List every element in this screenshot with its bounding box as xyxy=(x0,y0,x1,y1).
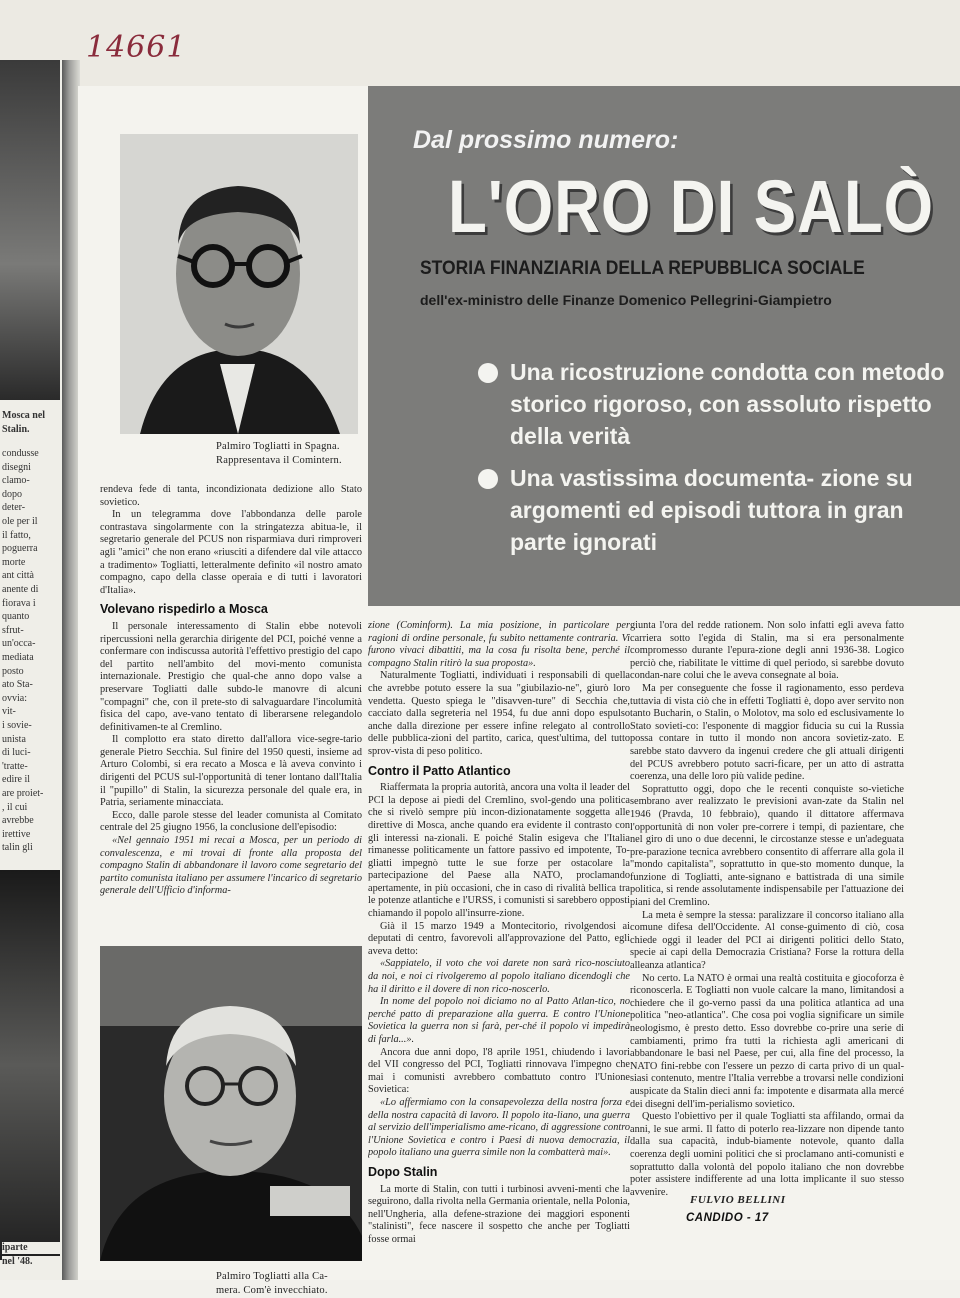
left-page-text-line: irettive xyxy=(2,828,31,840)
article-paragraph: Già il 15 marzo 1949 a Montecitorio, rivolgendosi ai deputati di centro, favorevoli all'approvazione del Patto, egli aveva detto: xyxy=(368,920,630,957)
author-signature: FULVIO BELLINI xyxy=(690,1194,786,1206)
left-page-caption-line: iparte xyxy=(2,1242,60,1254)
left-page-text-line: ant città xyxy=(2,570,34,582)
left-page-text-line: deter- xyxy=(2,502,26,514)
caption-line: Palmiro Togliatti alla Ca- xyxy=(216,1271,328,1282)
next-issue-promo xyxy=(368,86,960,606)
left-page-text-line: ovvia: xyxy=(2,692,27,704)
left-page-text-line: i sovie- xyxy=(2,720,32,731)
promo-headline: L'ORO DI SALÒ xyxy=(448,165,934,248)
left-page-text-line: condusse xyxy=(2,448,39,459)
magazine-page xyxy=(78,86,960,1296)
left-page-text-line: fiorava i xyxy=(2,597,36,609)
left-page-text-line: edire il xyxy=(2,774,31,786)
left-page-caption-line: Stalin. xyxy=(2,424,30,435)
caption-line: Palmiro Togliatti in Spagna. xyxy=(216,441,340,452)
article-paragraph: Questo l'obiettivo per il quale Togliatti sta affilando, ormai da anni, le sue armi. Il fatto di poterlo rea-lizzare non dipende tanto dalla sua capacità, indub-biamente notevole, quanto dalla coerenza degli uomini politici che si proclamano anti-comunisti e soprattutto dalla volontà del popolo italiano che non dovrebbe poter assistere indifferente ad una lotta implicante il suo stesso avvenire. xyxy=(630,1111,904,1198)
left-page-text-line: unista xyxy=(2,733,26,745)
togliatti-spain-photo xyxy=(120,134,358,434)
photo-caption-camera xyxy=(216,1270,376,1298)
article-paragraph: Il complotto era stato diretto dall'allora vice-segre-tario generale Pietro Secchia. Sul finire del 1950 questi, insieme ad Arturo Colombi, si era recato a Mosca e là aveva convinto i dirigenti del PCUS sul-l'opportunità di tener lontano dall'Italia il "pupillo" di Stalin, la sicurezza personale del quale era, in Patria, seriamente minacciata. xyxy=(100,734,362,809)
article-paragraph: No certo. La NATO è ormai una realtà costituita e giocoforza è riconoscerla. E Togliatti non vuole calcare la mano, limitandosi a chiedere che il go-verno passi da una politica atlantica ad una politica "neo-atlantica". Che cosa poi voglia significare un simile neologismo, è presto detto. Esso dovrebbe co-prire una serie di cambiamenti, primo fra tutti la richiesta agli americani di abbandonare le basi nel Paese, per cui, alla fine del processo, la NATO fini-rebbe con l'essere un pezzo di carta privo di un qual-siasi contenuto, mentre l'Italia verrebbe a trovarsi nelle condizioni auspicate da Stalin dieci anni fa: impotente e disarmata alla mercé dei disegni dell'im-perialismo sovietico. xyxy=(630,972,904,1110)
section-heading: Contro il Patto Atlantico xyxy=(368,763,511,778)
left-page-photo-top xyxy=(0,60,60,400)
togliatti-camera-photo xyxy=(100,946,362,1261)
article-paragraph: Ma per conseguente che fosse il ragionamento, esso perdeva tuttavia di vista ciò che in effetti Togliatti è, dopo aver servito non tanto Bucharin, o Stalin, o Molotov, ma solo ed esclusivamente lo Stato sovieti-co: l'esponente di maggior fiducia su cui la Russia possa contare in tutto il mondo non ancora sovietiz-zato. E sarebbe stato davvero da ingenui credere che gli attuali dirigenti del PCUS avrebbero potuto sacri-ficare, per un atto di astratta coerenza, una delle loro più valide pedine. xyxy=(630,682,904,783)
page-folio: CANDIDO - 17 xyxy=(686,1212,769,1224)
article-paragraph: Riaffermata la propria autorità, ancora una volta il leader del PCI la depose ai piedi del Cremlino, svol-gendo una politica che si rivelò sempre più incon-dizionatamente soggetta alle direttive di Mosca, anche quando era evidente il contrasto con gli interessi na-zionali. E poiché Stalin esigeva che l'Italia rimanesse politicamente un fattore passivo ed impotente, To-gliatti impegnò tutte le sue forze per ostacolare la partecipazione del Paese alla NATO, proclamando apertamente, in più occasioni, che in caso di rivalità bellica tra le potenze atlantiche e l'URSS, i comunisti si sarebbero opposti chiamando il popolo all'insurre-zione. xyxy=(368,782,630,920)
article-quote: «Lo affermiamo con la consapevolezza della nostra forza e della nostra capacità di lavoro. Il popolo ita-liano, una guerra al servizio dell'imperialismo ame-ricano, di aggressione contro l'Unione Sovietica e contro i Paesi di nuova democrazia, il popolo italiano una guerra simile non la combatterà mai». xyxy=(368,1096,630,1159)
article-paragraph: In un telegramma dove l'abbondanza delle parole contrastava singolarmente con la stringatezza abitua-le, il segretario generale del PCUS non risparmiava duri rimproveri agli "amici" che non erano «riusciti a difendere dal vile attacco a tradimento» Togliatti, letteralmente definito «il nostro amato compagno, capo della classe operaia e di tutti i lavoratori d'Italia». xyxy=(100,509,362,596)
photo-caption-spain xyxy=(216,440,366,468)
left-page-text-line: dopo xyxy=(2,488,22,500)
left-page-photo-bottom xyxy=(0,870,60,1260)
promo-bullet xyxy=(510,462,950,558)
promo-kicker: Dal prossimo numero: xyxy=(413,126,679,154)
article-paragraph: Naturalmente Togliatti, individuati i responsabili di quella che avrebbe potuto essere la sua "giubilazio-ne", giurò loro vendetta. Questo spiega le "disavven-ture" di Secchia che, cacciato dalla segreteria nel 1954, fu due anni dopo espulso anche dalla direzione per essere infine relegato al controllo delle pubblica-zioni del partito, carica, quest'ultima, del tutto sprov-vista di peso politico. xyxy=(368,670,630,757)
bullet-dot-icon xyxy=(478,363,498,383)
left-page-caption-line: nel '48. xyxy=(2,1256,60,1268)
left-page-text-line: vit- xyxy=(2,706,16,718)
article-paragraph: La morte di Stalin, con tutti i turbinosi avveni-menti che la seguirono, dalla rivolta nella Germania orientale, nella Polonia, nell'Ungheria, alla defene-strazione dei maggiori esponenti "stalinisti", fece nascere il sospetto che anche per Togliatti fosse ormai xyxy=(368,1183,630,1245)
left-page-text-line: quanto xyxy=(2,611,30,623)
left-page-text-line: disegni xyxy=(2,461,31,473)
left-page-text-line: sfrut- xyxy=(2,624,24,636)
left-page-text-line: di luci- xyxy=(2,747,31,759)
left-page-text-line: mediata xyxy=(2,652,34,663)
left-page-text-line: are proiet- xyxy=(2,788,44,799)
left-page-text-line: , il cui xyxy=(2,801,28,813)
section-heading: Dopo Stalin xyxy=(368,1164,438,1179)
left-page-text-line: un'occa- xyxy=(2,638,36,650)
article-paragraph: Il personale interessamento di Stalin ebbe notevoli ripercussioni nella gerarchia dirigente del PCI, poiché venne a confermare con indiscussa autorità l'effettivo prestigio del capo del partito nell'ambito del movi-mento comunista internazionale. Prestigio che qual-che anno dopo valse a preservare Togliatti dalle subdo-le manovre di alcuni "compagni" che, con il prete-sto di salvaguardare l'incolumità fisica del capo, ave-vano tentato di liberarsene relegandolo definitivamen-te al Cremlino. xyxy=(100,620,362,733)
promo-byline: dell'ex-ministro delle Finanze Domenico Pellegrini-Giampietro xyxy=(420,292,832,308)
promo-bullet xyxy=(510,356,950,452)
article-quote: zione (Cominform). La mia posizione, in particolare per ragioni di ordine personale, fu subito nettamente contraria. Vi furono vivaci dibattiti, ma la cosa fu risolta bene, perché il compagno Stalin ritirò la sua proposta». xyxy=(368,620,630,669)
left-page-text-line: ole per il xyxy=(2,516,38,527)
handwritten-inventory-number: 14661 xyxy=(86,30,187,65)
article-column-3 xyxy=(630,620,904,1270)
caption-line: Rappresentava il Comintern. xyxy=(216,455,342,466)
promo-bullet-text: Una ricostruzione condotta con metodo storico rigoroso, con assoluto rispetto della verità xyxy=(510,359,945,449)
article-column-1 xyxy=(100,484,362,924)
left-page-text-line: il fatto, xyxy=(2,529,31,541)
article-paragraph: Ecco, dalle parole stesse del leader comunista al Comitato centrale del 25 giugno 1956, la conclusione dell'episodio: xyxy=(100,809,362,834)
promo-subtitle: STORIA FINANZIARIA DELLA REPUBBLICA SOCIALE xyxy=(420,258,865,279)
article-paragraph: giunta l'ora del redde rationem. Non solo infatti egli aveva fatto carriera sotto l'egida di Stalin, ma si era personalmente compromesso durante l'epura-zione degli anni 1936-38. Logico perciò che, riabilitate le vittime di quel periodo, si sarebbe dovuto condan-nare colui che le aveva consegnate al boia. xyxy=(630,620,904,682)
caption-line: mera. Com'è invecchiato. xyxy=(216,1285,328,1296)
article-quote: «Nel gennaio 1951 mi recai a Mosca, per un periodo di convalescenza, e mi trovai di fronte alla proposta del compagno Stalin di abbandonare il lavoro come segretario del partito comunista italiano per assumere l'incarico di segretario generale dell'Ufficio d'informa- xyxy=(100,835,362,897)
left-page-text-line: ato Sta- xyxy=(2,679,33,691)
left-page-text-line: morte xyxy=(2,556,26,568)
left-page-text-line: anente di xyxy=(2,584,39,595)
left-page-text-line: 'tratte- xyxy=(2,760,28,772)
left-page-fragment xyxy=(0,60,62,1280)
left-page-text-line: poguerra xyxy=(2,543,38,555)
left-page-text-line: clamo- xyxy=(2,475,30,487)
article-paragraph: La meta è sempre la stessa: paralizzare il concorso italiano alla comune difesa dell'Occidente. Al conse-guimento di ciò, cosa chiede oggi il leader del PCI ai dirigenti politici dello Stato, specie ai capi della Democrazia Cristiana? Forse la rottura della alleanza atlantica? xyxy=(630,909,904,972)
article-paragraph: Soprattutto oggi, dopo che le recenti conquiste so-vietiche sembrano aver realizzato le previsioni avan-zate da Stalin nel 1946 (Pravda, 10 febbraio), quando il dittatore affermava l'opportunità di non voler pre-correre i tempi, di pazientare, che nel giro di uno o due decenni, le circostanze stesse e un'adeguata pre-parazione tecnica avrebbero consentito di afferrare alla gola il "mondo capitalista", soprattutto in que-sto momento dunque, la funzione di Togliatti, ante-signano e battistrada di una simile politica, si rende assolutamente indispensabile per l'attuazione dei piani del Cremlino. xyxy=(630,783,904,909)
article-paragraph: rendeva fede di tanta, incondizionata dedizione allo Stato sovietico. xyxy=(100,484,362,508)
portrait-illustration xyxy=(120,134,358,434)
article-paragraph: Ancora due anni dopo, l'8 aprile 1951, chiudendo i lavori del VII congresso del PCI, Togliatti rinnovava l'impegno che mai i comunisti avrebbero combattuto contro l'Unione Sovietica: xyxy=(368,1046,630,1096)
left-page-text-line: avrebbe xyxy=(2,815,34,827)
article-quote: In nome del popolo noi diciamo no al Patto Atlan-tico, no perché patto di preparazione alla guerra. E contro l'Unione Sovietica la guerra non si farà, per-ché il popolo vi impedirà di farla...». xyxy=(368,996,630,1045)
article-column-2 xyxy=(368,620,630,1265)
article-quote: «Sappiatelo, il voto che voi darete non sarà rico-nosciuto da noi, e noi ci rivolgeremo al popolo italiano dicendogli che ha il diritto e il dovere di non rico-noscerlo. xyxy=(368,958,630,995)
section-heading: Volevano rispedirlo a Mosca xyxy=(100,602,268,617)
bullet-dot-icon xyxy=(478,469,498,489)
left-page-text-line: posto xyxy=(2,665,24,677)
portrait-illustration xyxy=(100,946,362,1261)
left-page-caption-line: Mosca nel xyxy=(2,410,46,421)
promo-bullet-text: Una vastissima documenta- zione su argomenti ed episodi tuttora in gran parte ignorati xyxy=(510,465,913,555)
left-page-text-line: talin gli xyxy=(2,842,33,854)
